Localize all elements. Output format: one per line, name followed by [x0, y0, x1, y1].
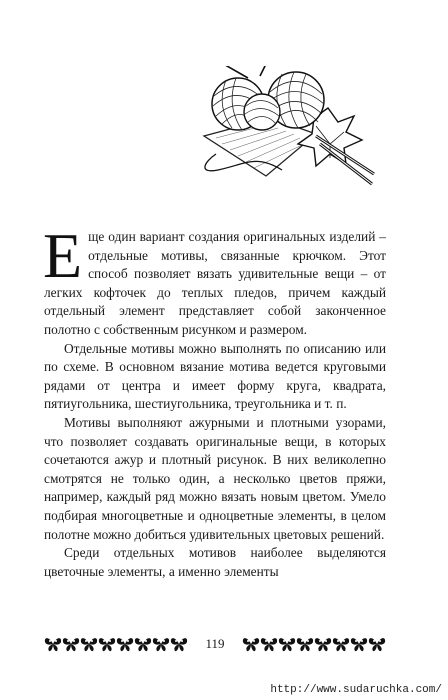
watermark-url: http://www.sudaruchka.com/ — [270, 684, 442, 696]
left-ornament — [44, 636, 188, 652]
page-footer — [44, 633, 386, 655]
paragraph-3: Мотивы выполняют ажурными и плотными узорами, что позволяет создавать оригинальные вещи, в которых сочетаются ажур и плотный рисунок. В них великолепно смотрятся не только один, а несколько цветов пряжи, например, каждый ряд можно вязать новым цветом. Умело подбирая многоцветные и одноцветные элементы, в целом полотне можно добиться удивительных цветовых решений. — [44, 414, 386, 542]
body-text — [43, 220, 386, 581]
butterfly-ornament-icon — [62, 636, 80, 652]
butterfly-ornament-icon — [170, 636, 188, 652]
yarn-balls-illustration — [196, 66, 386, 191]
butterfly-ornament-icon — [80, 636, 98, 652]
butterfly-ornament-icon — [368, 636, 386, 652]
butterfly-ornament-icon — [260, 636, 278, 652]
butterfly-ornament-icon — [134, 636, 152, 652]
butterfly-ornament-icon — [296, 636, 314, 652]
butterfly-ornament-icon — [350, 636, 368, 652]
yarn-balls-knitting-needles-icon — [196, 66, 386, 191]
butterfly-ornament-icon — [278, 636, 296, 652]
butterfly-ornament-icon — [98, 636, 116, 652]
paragraph-2: Отдельные мотивы можно выполнять по описанию или по схеме. В основном вязание мотива ведется круговыми рядами от центра и имеет форму круга, квадрата, пятиугольника, шестиугольника, треугольника и т. п. — [44, 340, 386, 412]
paragraph-1 — [43, 220, 386, 340]
butterfly-ornament-icon — [242, 636, 260, 652]
butterfly-ornament-icon — [116, 636, 134, 652]
paragraph-4: Среди отдельных мотивов наиболее выделяются цветочные элементы, а именно элементы — [44, 545, 386, 579]
butterfly-ornament-icon — [314, 636, 332, 652]
drop-cap: Е — [43, 220, 83, 291]
butterfly-ornament-icon — [44, 636, 62, 652]
paragraph-1-text: ще один вариант создания оригинальных изделий – отдельные мотивы, связанные крючком. Этот способ позволяет вязать удивительные вещи – от легких кофточек до теплых пледов, причем каждый отдельный элемент представляет собой законченное полотно с собственным рисунком и размером. — [44, 229, 386, 337]
right-ornament — [242, 636, 386, 652]
page-number: 119 — [205, 636, 225, 651]
butterfly-ornament-icon — [332, 636, 350, 652]
butterfly-ornament-icon — [152, 636, 170, 652]
